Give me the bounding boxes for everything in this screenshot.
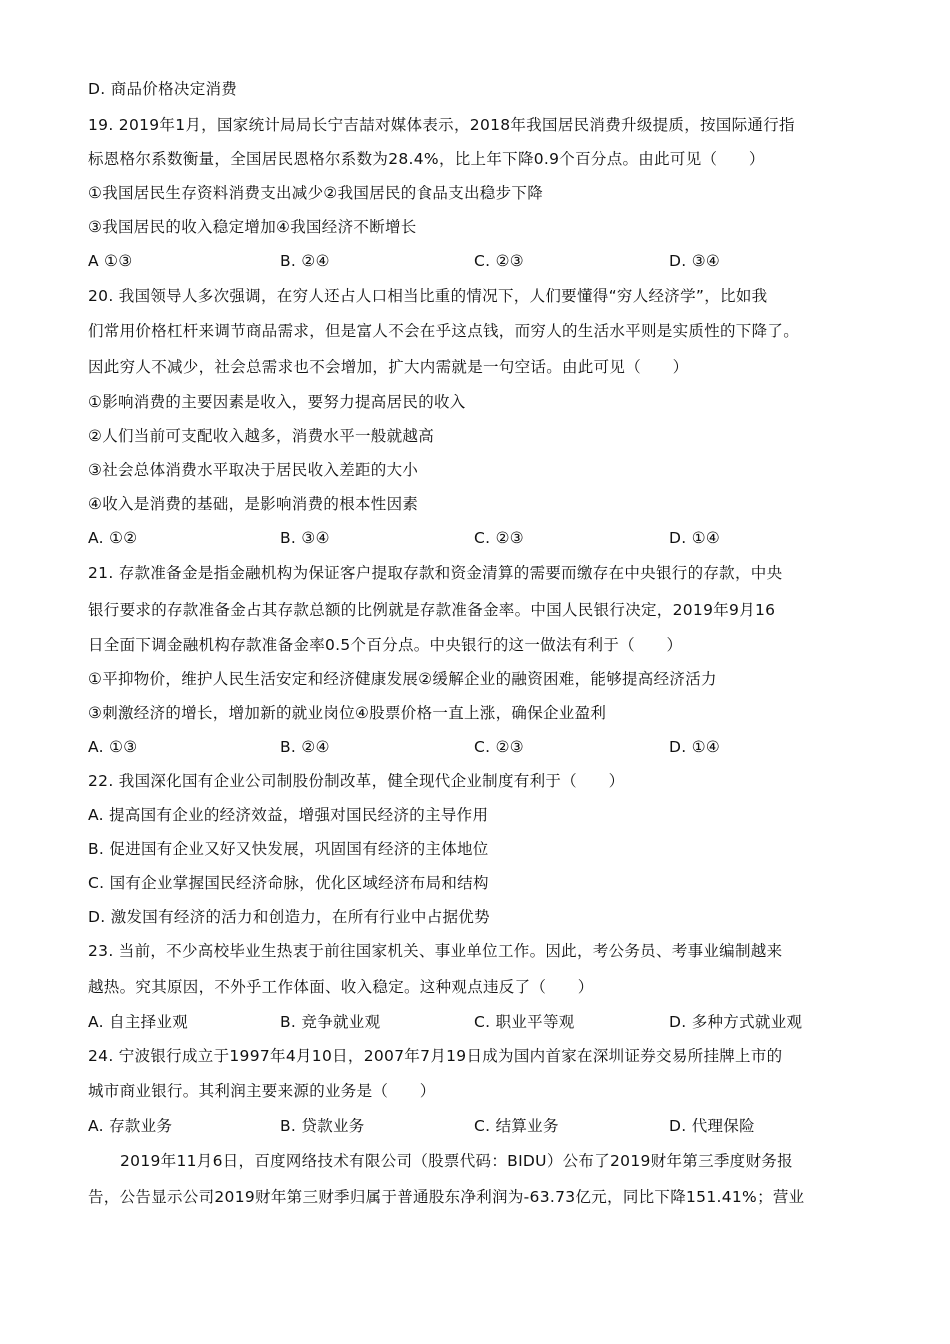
q23-stem-line-2: 越热。究其原因，不外乎工作体面、收入稳定。这种观点违反了（ ） — [88, 978, 594, 996]
q19-option-a: A ①③ — [88, 252, 133, 270]
material-paragraph-line-2: 告，公告显示公司2019财年第三财季归属于普通股东净利润为-63.73亿元，同比下降151.41%；营业 — [88, 1188, 805, 1206]
q21-option-b: B. ②④ — [280, 738, 330, 756]
q24-option-a: A. 存款业务 — [88, 1117, 173, 1135]
q22-stem: 22. 我国深化国有企业公司制股份制改革，健全现代企业制度有利于（ ） — [88, 772, 625, 790]
q21-stem-line-2: 银行要求的存款准备金占其存款总额的比例就是存款准备金率。中国人民银行决定，2019年9月16 — [88, 601, 776, 619]
q21-stem-line-1: 21. 存款准备金是指金融机构为保证客户提取存款和资金清算的需要而缴存在中央银行的存款，中央 — [88, 564, 783, 582]
q22-option-c: C. 国有企业掌握国民经济命脉，优化区域经济布局和结构 — [88, 874, 489, 892]
q24-option-d: D. 代理保险 — [669, 1117, 755, 1135]
q23-option-b: B. 竞争就业观 — [280, 1013, 381, 1031]
q22-option-d: D. 激发国有经济的活力和创造力，在所有行业中占据优势 — [88, 908, 490, 926]
material-paragraph-line-1: 2019年11月6日，百度网络技术有限公司（股票代码：BIDU）公布了2019财年第三季度财务报 — [120, 1152, 793, 1170]
q23-option-d: D. 多种方式就业观 — [669, 1013, 803, 1031]
q24-option-c: C. 结算业务 — [474, 1117, 559, 1135]
q20-stem-line-3: 因此穷人不减少，社会总需求也不会增加，扩大内需就是一句空话。由此可见（ ） — [88, 358, 689, 376]
q21-option-a: A. ①③ — [88, 738, 138, 756]
q20-stem-line-2: 们常用价格杠杆来调节商品需求，但是富人不会在乎这点钱，而穷人的生活水平则是实质性的下降了。 — [88, 322, 800, 340]
q19-stem-line-1: 19. 2019年1月，国家统计局局长宁吉喆对媒体表示，2018年我国居民消费升级提质，按国际通行指 — [88, 116, 795, 134]
q20-statement-1: ①影响消费的主要因素是收入，要努力提高居民的收入 — [88, 393, 466, 411]
q20-statement-2: ②人们当前可支配收入越多，消费水平一般就越高 — [88, 427, 434, 445]
q23-option-c: C. 职业平等观 — [474, 1013, 575, 1031]
q18-option-d: D. 商品价格决定消费 — [88, 80, 238, 98]
q19-stem-line-2: 标恩格尔系数衡量，全国居民恩格尔系数为28.4%，比上年下降0.9个百分点。由此可见（ ） — [88, 150, 765, 168]
q21-statement-12: ①平抑物价，维护人民生活安定和经济健康发展②缓解企业的融资困难，能够提高经济活力 — [88, 670, 717, 688]
q20-stem-line-1: 20. 我国领导人多次强调，在穷人还占人口相当比重的情况下，人们要懂得“穷人经济学”，比如我 — [88, 287, 768, 305]
q24-option-b: B. 贷款业务 — [280, 1117, 365, 1135]
q23-stem-line-1: 23. 当前，不少高校毕业生热衷于前往国家机关、事业单位工作。因此，考公务员、考事业编制越来 — [88, 942, 783, 960]
q24-stem-line-2: 城市商业银行。其利润主要来源的业务是（ ） — [88, 1082, 436, 1100]
q19-option-c: C. ②③ — [474, 252, 524, 270]
q22-option-a: A. 提高国有企业的经济效益，增强对国民经济的主导作用 — [88, 806, 489, 824]
q20-statement-3: ③社会总体消费水平取决于居民收入差距的大小 — [88, 461, 419, 479]
q21-stem-line-3: 日全面下调金融机构存款准备金率0.5个百分点。中央银行的这一做法有利于（ ） — [88, 636, 683, 654]
q19-option-d: D. ③④ — [669, 252, 721, 270]
q23-option-a: A. 自主择业观 — [88, 1013, 189, 1031]
q24-stem-line-1: 24. 宁波银行成立于1997年4月10日，2007年7月19日成为国内首家在深圳证券交易所挂牌上市的 — [88, 1047, 783, 1065]
q20-option-c: C. ②③ — [474, 529, 524, 547]
q20-statement-4: ④收入是消费的基础，是影响消费的根本性因素 — [88, 495, 419, 513]
q20-option-b: B. ③④ — [280, 529, 330, 547]
q21-statement-34: ③刺激经济的增长，增加新的就业岗位④股票价格一直上涨，确保企业盈利 — [88, 704, 607, 722]
q22-option-b: B. 促进国有企业又好又快发展，巩固国有经济的主体地位 — [88, 840, 489, 858]
q21-option-c: C. ②③ — [474, 738, 524, 756]
q20-option-d: D. ①④ — [669, 529, 721, 547]
q19-statement-34: ③我国居民的收入稳定增加④我国经济不断增长 — [88, 218, 417, 236]
q21-option-d: D. ①④ — [669, 738, 721, 756]
q19-statement-12: ①我国居民生存资料消费支出减少②我国居民的食品支出稳步下降 — [88, 184, 543, 202]
q19-option-b: B. ②④ — [280, 252, 330, 270]
q20-option-a: A. ①② — [88, 529, 138, 547]
